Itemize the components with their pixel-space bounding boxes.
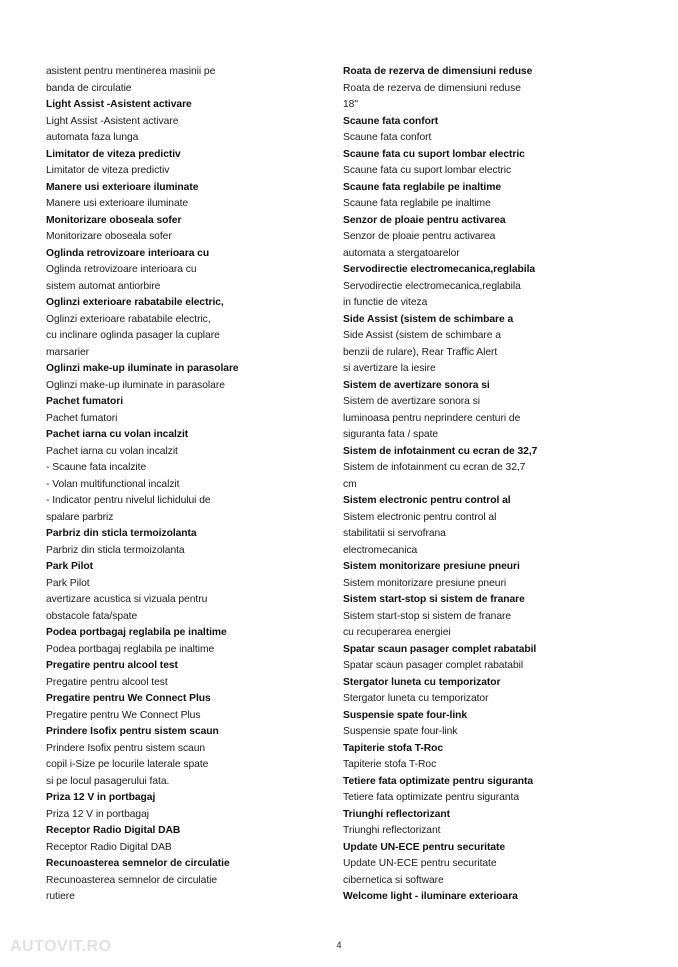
- feature-heading: Podea portbagaj reglabila pe inaltime: [46, 627, 227, 638]
- feature-description: Pachet iarna cu volan incalzit: [46, 445, 178, 457]
- feature-heading: Servodirectie electromecanica,reglabila: [343, 264, 536, 275]
- feature-description: Pregatire pentru alcool test: [46, 676, 168, 688]
- feature-description: Sistem de avertizare sonora si: [343, 396, 480, 407]
- page-number: 4: [336, 940, 342, 950]
- right-column: [343, 64, 643, 906]
- feature-heading: Spatar scaun pasager complet rabatabil: [343, 643, 537, 655]
- feature-description: Light Assist -Asistent activare: [46, 115, 179, 127]
- feature-description: Sistem electronic pentru control al: [343, 511, 497, 523]
- feature-heading: Sistem start-stop si sistem de franare: [343, 594, 525, 605]
- feature-description: Servodirectie electromecanica,reglabila: [343, 280, 521, 292]
- feature-heading: Sistem monitorizare presiune pneuri: [343, 561, 520, 572]
- feature-description: Side Assist (sistem de schimbare a: [343, 330, 501, 341]
- feature-description: asistent pentru mentinerea masinii pe: [46, 66, 216, 77]
- feature-heading: Recunoasterea semnelor de circulatie: [46, 858, 230, 869]
- feature-description: Senzor de ploaie pentru activarea: [343, 231, 496, 242]
- feature-description: copil i-Size pe locurile laterale spate: [46, 759, 209, 770]
- feature-description: benzii de rulare), Rear Traffic Alert: [343, 346, 498, 358]
- feature-description: Recunoasterea semnelor de circulatie: [46, 874, 218, 886]
- feature-description: in functie de viteza: [343, 297, 428, 308]
- feature-description: Park Pilot: [46, 577, 90, 589]
- feature-description: Priza 12 V in portbagaj: [46, 808, 150, 820]
- feature-description: stabilitatii si servofrana: [343, 528, 446, 539]
- feature-heading: Oglinzi make-up iluminate in parasolare: [46, 363, 239, 374]
- feature-heading: Roata de rezerva de dimensiuni reduse: [343, 66, 533, 77]
- feature-description: spalare parbriz: [46, 511, 114, 523]
- feature-heading: Oglinzi exterioare rabatabile electric,: [46, 297, 224, 308]
- feature-description: Tetiere fata optimizate pentru siguranta: [343, 792, 520, 803]
- feature-description: cu inclinare oglinda pasager la cuplare: [46, 330, 220, 341]
- feature-heading: Sistem electronic pentru control al: [343, 495, 511, 506]
- feature-description: banda de circulatie: [46, 82, 132, 94]
- feature-description: Manere usi exterioare iluminate: [46, 198, 189, 209]
- feature-heading: Pregatire pentru We Connect Plus: [46, 693, 211, 704]
- feature-heading: Stergator luneta cu temporizator: [343, 676, 501, 688]
- feature-description: Stergator luneta cu temporizator: [343, 693, 489, 704]
- feature-description: cibernetica si software: [343, 874, 444, 886]
- feature-heading: Manere usi exterioare iluminate: [46, 181, 199, 193]
- feature-description: cu recuperarea energiei: [343, 627, 451, 638]
- feature-description: Sistem monitorizare presiune pneuri: [343, 577, 507, 589]
- feature-description: Spatar scaun pasager complet rabatabil: [343, 660, 524, 671]
- feature-description: Oglinda retrovizoare interioara cu: [46, 264, 197, 275]
- feature-heading: Limitator de viteza predictiv: [46, 148, 181, 160]
- feature-description: electromecanica: [343, 544, 418, 556]
- feature-description: 18": [343, 99, 358, 110]
- feature-description: Oglinzi make-up iluminate in parasolare: [46, 379, 225, 391]
- feature-description: Receptor Radio Digital DAB: [46, 841, 172, 853]
- feature-heading: Sistem de avertizare sonora si: [343, 379, 490, 391]
- feature-heading: Pregatire pentru alcool test: [46, 660, 178, 671]
- feature-description: cm: [343, 478, 357, 490]
- feature-description: - Scaune fata incalzite: [46, 462, 147, 473]
- feature-description: Parbriz din sticla termoizolanta: [46, 544, 185, 556]
- feature-description: Podea portbagaj reglabila pe inaltime: [46, 643, 215, 655]
- feature-heading: Parbriz din sticla termoizolanta: [46, 528, 197, 539]
- feature-description: obstacole fata/spate: [46, 610, 138, 622]
- feature-description: - Volan multifunctional incalzit: [46, 478, 180, 490]
- feature-heading: Oglinda retrovizoare interioara cu: [46, 247, 210, 259]
- feature-description: Sistem start-stop si sistem de franare: [343, 610, 512, 622]
- feature-heading: Side Assist (sistem de schimbare a: [343, 313, 514, 325]
- feature-heading: Park Pilot: [46, 561, 93, 572]
- feature-heading: Scaune fata reglabile pe inaltime: [343, 181, 502, 193]
- feature-description: Sistem de infotainment cu ecran de 32,7: [343, 462, 526, 473]
- feature-heading: Receptor Radio Digital DAB: [46, 825, 181, 836]
- feature-heading: Pachet fumatori: [46, 396, 124, 407]
- feature-description: Scaune fata confort: [343, 132, 432, 143]
- feature-heading: Welcome light - iluminare exterioara: [343, 891, 518, 902]
- feature-description: si pe locul pasagerului fata.: [46, 775, 170, 787]
- feature-description: rutiere: [46, 891, 75, 902]
- feature-heading: Triunghi reflectorizant: [343, 808, 450, 820]
- feature-heading: Sistem de infotainment cu ecran de 32,7: [343, 445, 538, 457]
- feature-description: marsarier: [46, 346, 90, 358]
- feature-heading: Priza 12 V in portbagaj: [46, 792, 156, 803]
- feature-description: Update UN-ECE pentru securitate: [343, 858, 497, 869]
- feature-description: Scaune fata reglabile pe inaltime: [343, 198, 491, 209]
- feature-description: Roata de rezerva de dimensiuni reduse: [343, 82, 521, 94]
- feature-heading: Pachet iarna cu volan incalzit: [46, 429, 189, 440]
- left-column: [46, 64, 336, 906]
- feature-description: Monitorizare oboseala sofer: [46, 231, 172, 242]
- feature-description: Prindere Isofix pentru sistem scaun: [46, 742, 206, 754]
- feature-description: Pregatire pentru We Connect Plus: [46, 709, 201, 721]
- feature-heading: Update UN-ECE pentru securitate: [343, 841, 506, 853]
- feature-description: Scaune fata cu suport lombar electric: [343, 165, 512, 176]
- feature-heading: Scaune fata confort: [343, 115, 439, 127]
- feature-heading: Tapiterie stofa T-Roc: [343, 742, 444, 754]
- feature-heading: Scaune fata cu suport lombar electric: [343, 148, 525, 160]
- feature-description: sistem automat antiorbire: [46, 280, 161, 292]
- feature-description: Suspensie spate four-link: [343, 726, 458, 737]
- feature-description: Limitator de viteza predictiv: [46, 165, 170, 176]
- feature-heading: Suspensie spate four-link: [343, 709, 468, 721]
- feature-description: siguranta fata / spate: [343, 429, 439, 440]
- feature-description: Tapiterie stofa T-Roc: [343, 759, 437, 770]
- feature-description: luminoasa pentru neprindere centuri de: [343, 412, 521, 424]
- feature-description: avertizare acustica si vizuala pentru: [46, 594, 208, 605]
- feature-description: - Indicator pentru nivelul lichidului de: [46, 495, 211, 506]
- feature-heading: Monitorizare oboseala sofer: [46, 214, 182, 226]
- feature-description: Oglinzi exterioare rabatabile electric,: [46, 313, 211, 325]
- feature-heading: Tetiere fata optimizate pentru siguranta: [343, 775, 534, 787]
- feature-description: automata a stergatoarelor: [343, 247, 460, 259]
- feature-description: Pachet fumatori: [46, 412, 118, 424]
- watermark-logo: AUTOVIT.RO: [10, 938, 112, 955]
- feature-description: Triunghi reflectorizant: [343, 825, 441, 836]
- feature-description: si avertizare la iesire: [343, 363, 436, 374]
- feature-heading: Senzor de ploaie pentru activarea: [343, 214, 506, 226]
- feature-heading: Light Assist -Asistent activare: [46, 99, 192, 110]
- feature-description: automata faza lunga: [46, 132, 139, 143]
- feature-heading: Prindere Isofix pentru sistem scaun: [46, 726, 219, 737]
